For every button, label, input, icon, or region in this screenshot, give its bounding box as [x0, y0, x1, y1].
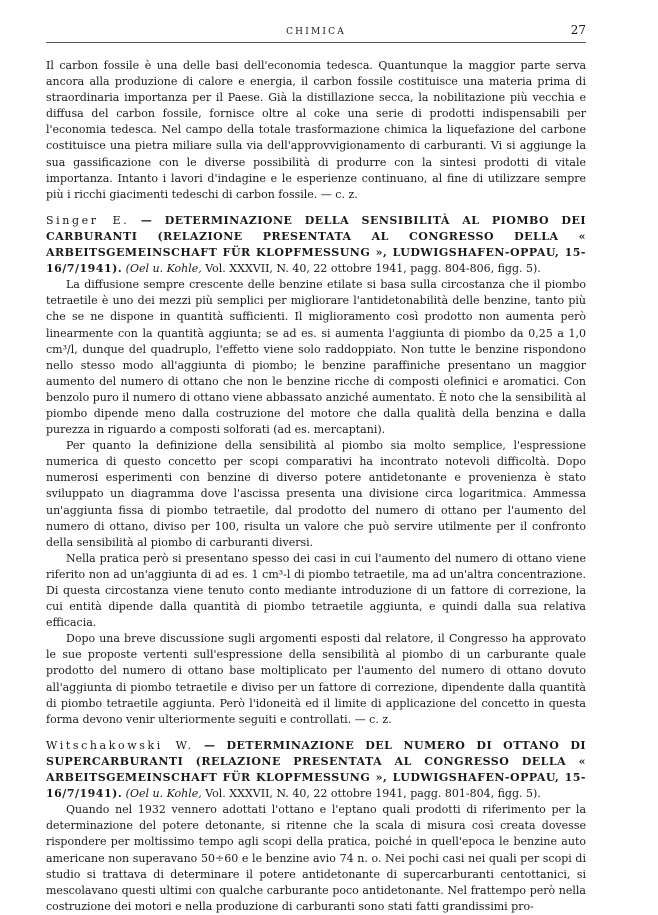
article-1-paragraph-2: Per quanto la definizione della sensibilità al piombo sia molto semplice, l'espressione numerica di questo concetto per scopi comparativi ha incontrato notevoli difficoltà. Dopo numerosi esperimenti con benzine di diverso potere antidetonante e provenienza è stato sviluppato un diagramma dove l'ascissa presenta una divisione circa logaritmica. Ammessa un'aggiunta fissa di piombo tetraetile, dal prodotto del numero di ottano per l'aumento del numero di ottano, diviso per 100, risulta un valore che può servire utilmente per il confronto della sensibilità al piombo di carburanti diversi. — [46, 439, 586, 549]
page-header — [46, 24, 586, 43]
article-2-source-journal: (Oel u. Kohle, — [125, 787, 202, 801]
intro-paragraph: Il carbon fossile è una delle basi dell'economia tedesca. Quantunque la maggior parte serva ancora alla produzione di calore e energia, il carbon fossile costituisce una materia prima di straordinaria importanza per il Paese. Già la distillazione secca, la nobilitazione più vecchia e diffusa del carbon fossile, fornisce oltre al coke una serie di prodotti indispensabili per l'economia tedesca. Nel campo della totale trasformazione chimica la liquefazione del carbone costituisce una pietra miliare sulla via dell'approvvigionamento di carburanti. Vi si aggiunge la sua gassificazione con le diverse possibilità di produrre con la sintesi prodotti di vitale importanza. Intanto i lavori d'indagine e le esperienze continuano, al fine di utilizzare sempre più i ricchi giacimenti tedeschi di carbon fossile. — c. z. — [46, 59, 586, 201]
article-1-heading — [46, 213, 586, 277]
article-2-heading — [46, 738, 586, 802]
article-1-source-journal: (Oel u. Kohle, — [125, 262, 202, 276]
running-head: CHIMICA — [286, 27, 346, 37]
article-1-source-details: Vol. XXXVII, N. 40, 22 ottobre 1941, pagg. 804-806, figg. 5). — [205, 262, 541, 276]
page-number: 27 — [570, 23, 586, 37]
article-1-paragraph-1: La diffusione sempre crescente delle benzine etilate si basa sulla circostanza che il piombo tetraetile è uno dei mezzi più semplici per migliorare l'antidetonabilità delle benzine, tanto più che se ne dispone in quantità sufficienti. Il miglioramento così prodotto non aumenta però linearmente con la quantità aggiunta; se ad es. si aumenta l'aggiunta di piombo da 0,25 a 1,0 cm³/l, dunque del quadruplo, l'effetto viene solo raddoppiato. Non tutte le benzine rispondono nello stesso modo all'aggiunta di piombo; le benzine paraffiniche presentano un maggior aumento del numero di ottano che non le benzine ricche di composti olefinici e aromatici. Con benzolo puro il numero di ottano viene abbassato anziché aumentato. È noto che la sensibilità al piombo dipende meno dalla costruzione del motore che dalla qualità della benzina e dalla purezza in riguardo a composti solforati (ad es. mercaptani). — [46, 278, 586, 437]
article-1-author: Singer E. — [46, 213, 130, 227]
article-1-title: — DETERMINAZIONE DELLA SENSIBILITÀ AL PIOMBO DEI CARBURANTI (RELAZIONE PRESENTATA AL CONGRESSO DELLA « ARBEITSGEMEINSCHAFT FÜR KLOPFMESSUNG », LUDWIGSHAFEN-OPPAU, 15-16/7/1941). — [46, 213, 586, 276]
page-body — [46, 58, 586, 915]
article-1-paragraph-4: Dopo una breve discussione sugli argomenti esposti dal relatore, il Congresso ha approvato le sue proposte vertenti sull'espressione della sensibilità al piombo di un carburante quale prodotto del numero di ottano base moltiplicato per l'aumento del numero di ottano dovuto all'aggiunta di piombo tetraetile e diviso per un fattore di correzione, dipendente dalla quantità di piombo tetraetile aggiunta. Però l'idoneità ed il limite di applicazione del concetto in questa forma devono venir ulteriormente seguiti e controllati. — c. z. — [46, 632, 586, 726]
article-2-source-details: Vol. XXXVII, N. 40, 22 ottobre 1941, pagg. 801-804, figg. 5). — [205, 787, 541, 801]
article-2-author: Witschakowski W. — [46, 738, 194, 752]
article-1-paragraph-3: Nella pratica però si presentano spesso dei casi in cui l'aumento del numero di ottano viene riferito non ad un'aggiunta di ad es. 1 cm³-l di piombo tetraetile, ma ad un'altra concentrazione. Di questa circostanza viene tenuto conto mediante introduzione di un fattore di correzione, la cui entità dipende dalla quantità di piombo tetraetile aggiunta, e quindi dalla sua relativa efficacia. — [46, 551, 586, 630]
article-2-title: — DETERMINAZIONE DEL NUMERO DI OTTANO DI SUPERCARBURANTI (RELAZIONE PRESENTATA AL CONGRESSO DELLA « ARBEITSGEMEINSCHAFT FÜR KLOPFMESSUNG », LUDWIGSHAFEN-OPPAU, 15-16/7/1941). — [46, 738, 587, 801]
article-2-paragraph-1: Quando nel 1932 vennero adottati l'ottano e l'eptano quali prodotti di riferimento per la determinazione del potere detonante, si ritenne che la scala di misura così creata dovesse rispondere per moltissimo tempo agli scopi della pratica, poiché in quell'epoca le benzine auto americane non superavano 50÷60 e le benzine avio 74 n. o. Nei pochi casi nei quali per scopi di studio si trattava di determinare il potere antidetonante di supercarburanti centottanici, si mescolavano questi ultimi con qualche carburante poco antidetonante. Nel frattempo però nella costruzione dei motori e nella produzione di carburanti sono stati fatti grandissimi pro- — [46, 803, 586, 913]
